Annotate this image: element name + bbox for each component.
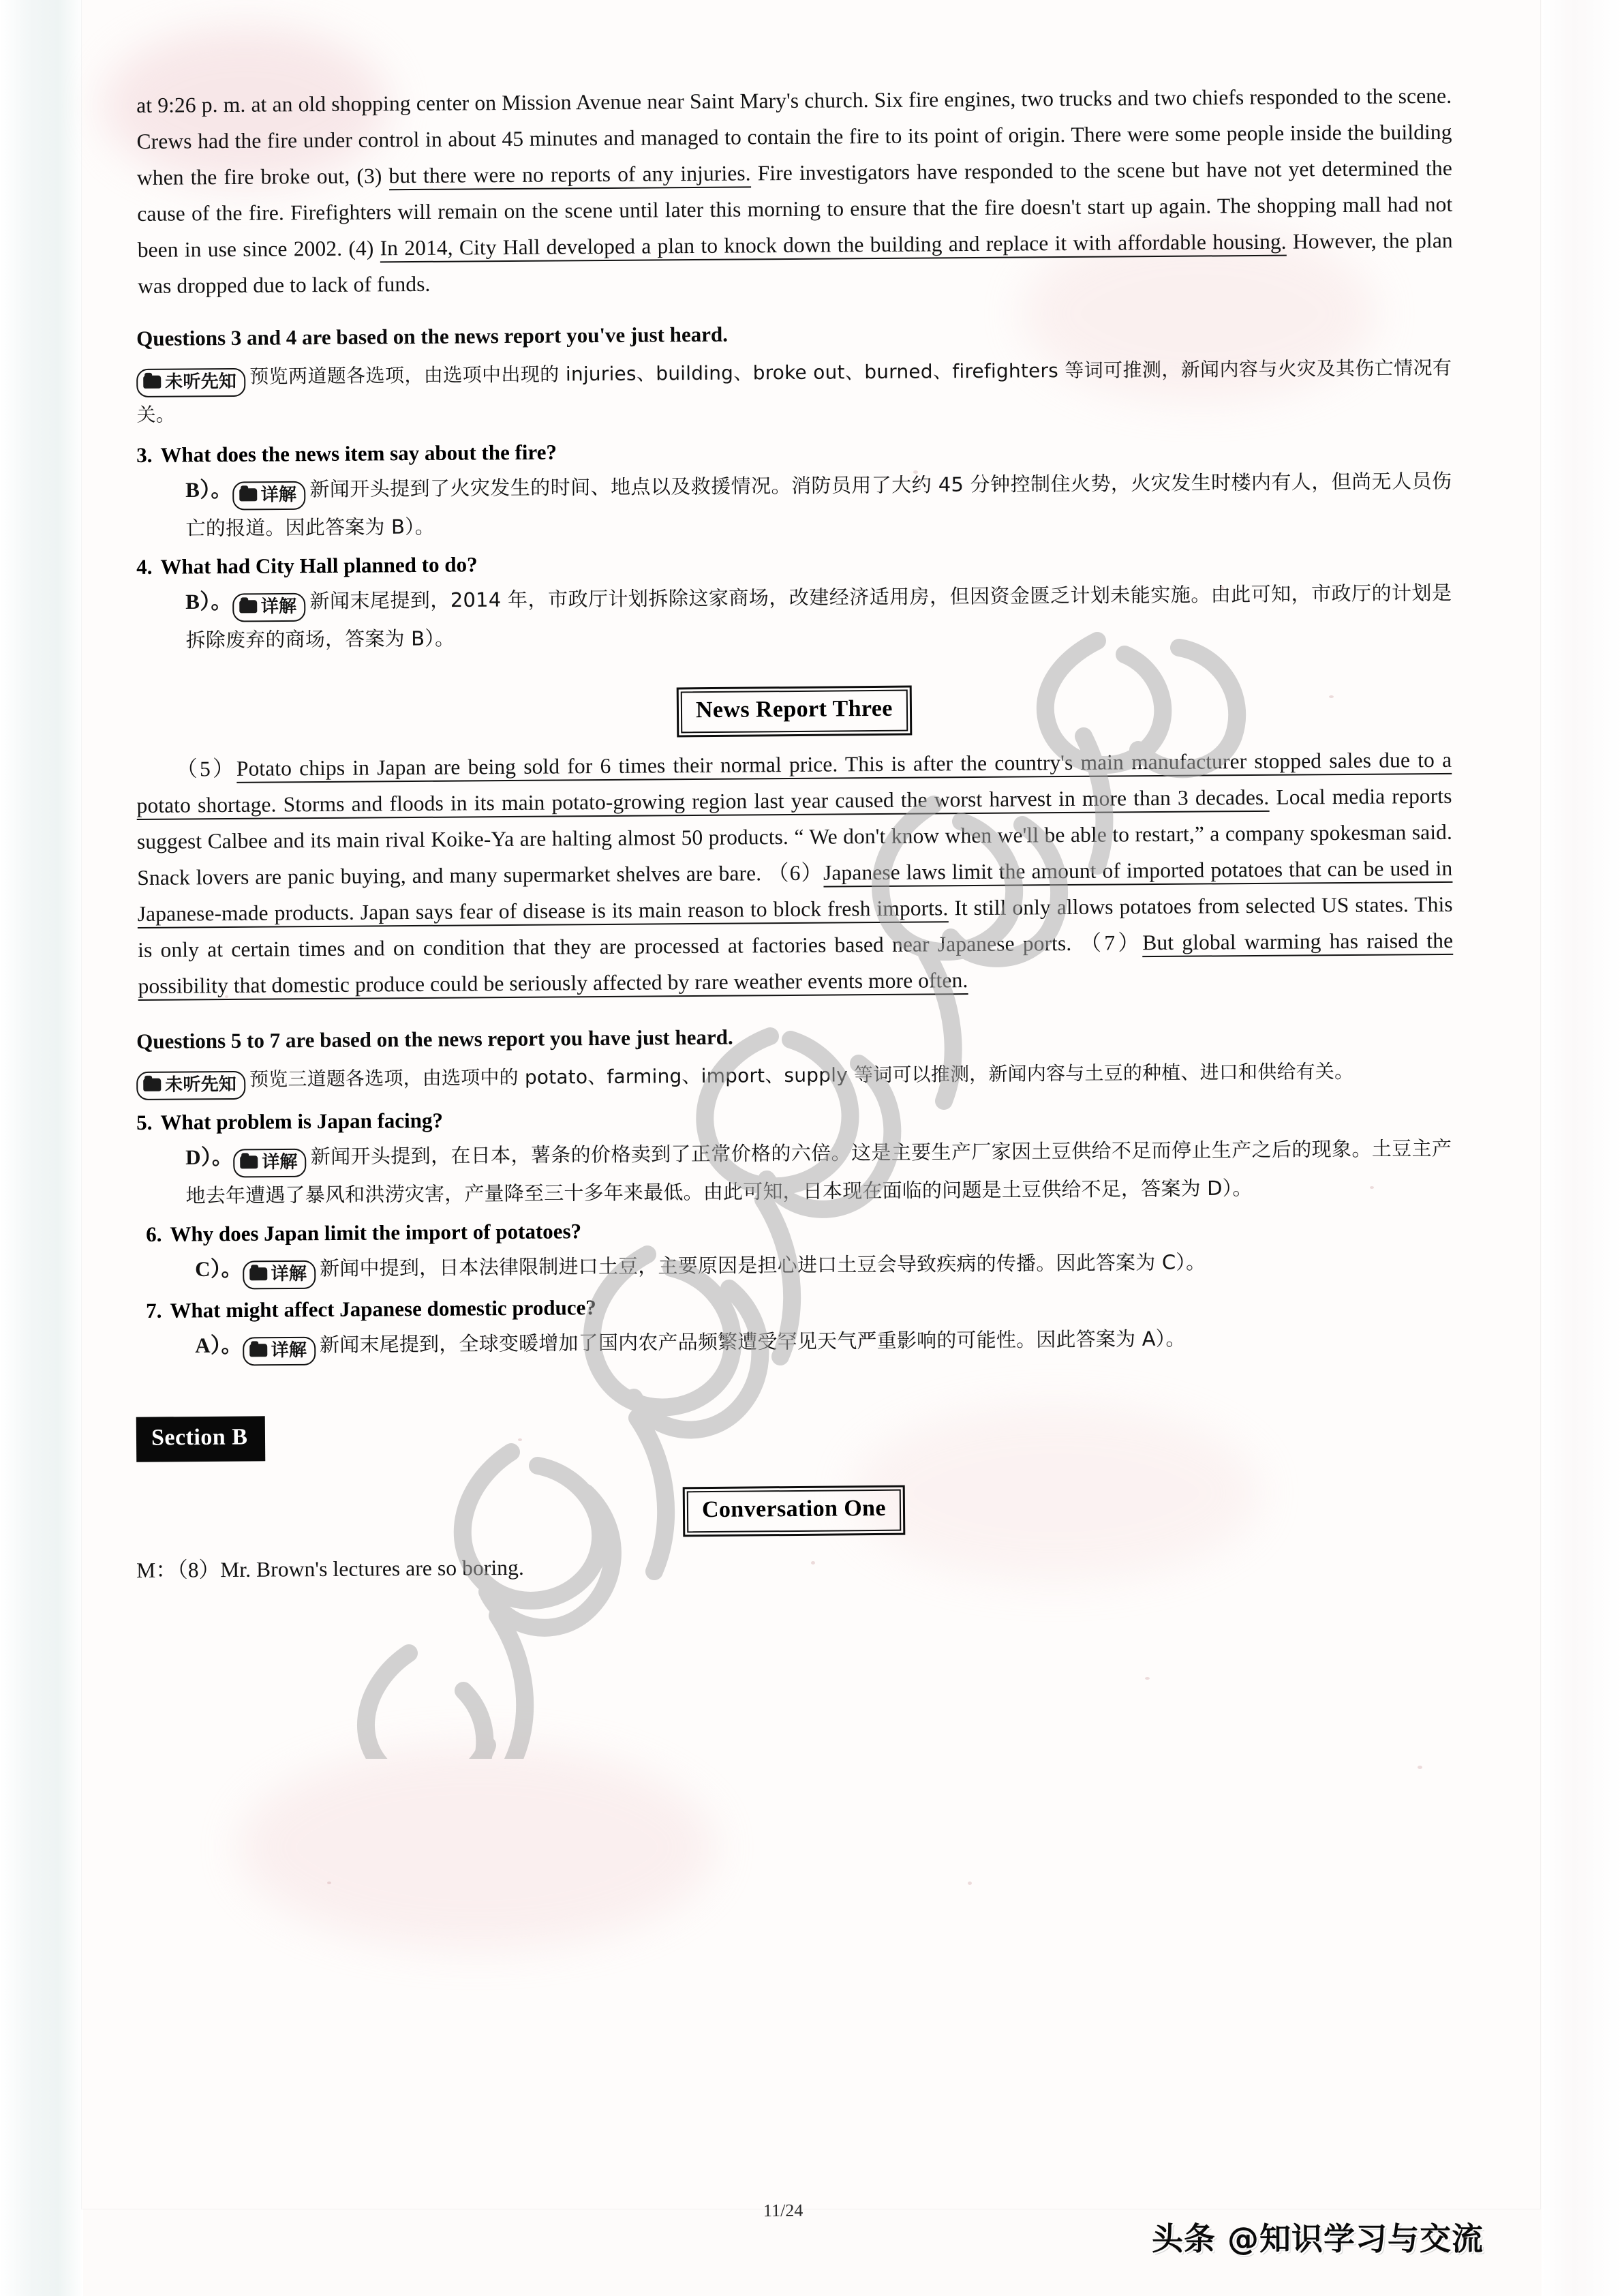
question-5-number: 5.: [136, 1110, 153, 1134]
question-5-answer-block: [185, 1130, 1452, 1213]
question-7-number: 7.: [146, 1298, 162, 1323]
news-report-three-title: News Report Three: [680, 690, 907, 734]
transcript-part-2: Fire investigators have responded to the scene but have not yet determined the cause of the fire. Firefighters will remain on the scene until later this morning to ensure that the fire doesn't start up again. The shopping mall had not been in use since 2002. (4): [137, 155, 1453, 262]
question-3-answer: [185, 463, 1452, 546]
transcript-mid-2: It still only allows potatoes from selected US states. This is only at certain times and on condition that they are processed at factories based near Japanese ports. （7）: [138, 892, 1453, 962]
page-gutter-shadow: [0, 0, 83, 2296]
questions-3-4-heading: Questions 3 and 4 are based on the news report you've just heard.: [136, 322, 729, 350]
underlined-answer-4: In 2014, City Hall developed a plan to knock down the building and replace it with affordable housing.: [380, 230, 1287, 263]
scan-speckle: [327, 1882, 331, 1884]
explanation-badge: 详解: [243, 1260, 316, 1290]
folder-icon: [249, 1344, 267, 1357]
scan-speckle: [968, 1882, 972, 1885]
scan-speckle: [913, 470, 918, 474]
transcript-lead: （5）: [176, 756, 237, 781]
footer-watermark: 头条 @知识学习与交流: [1152, 2220, 1484, 2257]
question-3-key: B）。: [185, 477, 232, 502]
explanation-badge: 详解: [232, 593, 306, 622]
conversation-one-box: [683, 1485, 906, 1537]
folder-icon: [143, 376, 161, 389]
page-right-edge: [1542, 0, 1622, 2296]
question-4-answer: [185, 575, 1452, 658]
scan-speckle: [1220, 586, 1224, 590]
prelisten-badge: 未听先知: [136, 368, 245, 397]
prelisten-badge: 未听先知: [136, 1071, 245, 1100]
prelisten-hint-3-4: [136, 350, 1452, 433]
scan-speckle: [811, 1561, 815, 1565]
folder-icon: [239, 488, 257, 501]
section-b-wrap: [136, 1417, 1452, 1462]
scan-speckle: [1418, 1766, 1422, 1769]
prelisten-text: 预览三道题各选项，由选项中的 potato、farming、import、supply 等词可以推测，新闻内容与土豆的种植、进口和供给有关。: [249, 1059, 1354, 1091]
folder-icon: [240, 1155, 258, 1168]
question-5-key: D）。: [185, 1145, 234, 1169]
folder-icon: [143, 1078, 161, 1091]
question-5-stem: What problem is Japan facing?: [160, 1108, 444, 1134]
question-3-answer-block: [185, 463, 1452, 546]
conversation-one-first-line: M：（8）Mr. Brown's lectures are so boring.: [136, 1555, 525, 1582]
prelisten-text: 预览两道题各选项，由选项中出现的 injuries、building、broke out、burned、firefighters 等词可推测，新闻内容与火灾及其伤亡情况有关。: [136, 356, 1452, 426]
question-3-stem: What does the news item say about the fire?: [160, 440, 557, 467]
page-number: 11/24: [763, 2200, 804, 2221]
page-content: [136, 83, 1454, 1588]
question-6-number: 6.: [146, 1222, 162, 1246]
question-6-key: C）。: [195, 1256, 243, 1281]
question-6-stem: Why does Japan limit the import of potatoes?: [170, 1219, 582, 1246]
question-6-explanation: 新闻中提到，日本法律限制进口土豆，主要原因是担心进口土豆会导致疾病的传播。因此答案为 C）。: [319, 1250, 1206, 1280]
conversation-one-title: Conversation One: [687, 1490, 901, 1533]
scan-speckle: [1329, 695, 1334, 698]
scan-speckle: [1063, 481, 1067, 483]
news-report-three-transcript: [136, 742, 1454, 1004]
underlined-answer-7: But global warming has raised the possibility that domestic produce could be seriously affected by rare weather events more often.: [138, 928, 1453, 1001]
question-3-number: 3.: [136, 442, 153, 467]
scan-speckle: [225, 995, 228, 998]
conversation-one-header-wrap: [136, 1486, 1452, 1536]
explanation-badge: 详解: [233, 1149, 307, 1178]
question-4-stem: What had City Hall planned to do?: [160, 552, 478, 579]
scan-speckle: [518, 1438, 522, 1441]
scan-speckle: [1145, 1677, 1150, 1680]
question-4-explanation: 新闻末尾提到，2014 年，市政厅计划拆除这家商场，改建经济适用房，但因资金匮乏计划未能实施。由此可知，市政厅的计划是拆除废弃的商场，答案为 B）。: [185, 581, 1452, 652]
question-4-number: 4.: [136, 554, 153, 579]
question-7-key: A）。: [195, 1333, 243, 1357]
prelisten-hint-5-7: [136, 1053, 1452, 1100]
section-b-tab: Section B: [136, 1416, 266, 1462]
transcript-part-3: However, the plan was dropped due to lack of funds.: [138, 228, 1453, 298]
question-4-answer-block: [185, 575, 1452, 658]
transcript-mid-1: Local media reports suggest Calbee and its main rival Koike-Ya are halting almost 50 products. “ We don't know when we'll be able to restart,” a company spokesman said. Snack lovers are panic buying, and many supermarket shelves are bare. （6）: [136, 783, 1453, 890]
question-5-answer: [185, 1130, 1452, 1213]
underlined-answer-5: Potato chips in Japan are being sold for 6 times their normal price. This is after the country's main manufacturer stopped sales due to a potato shortage. Storms and floods in its main potato-growing region last year caused the worst harvest in more than 3 decades.: [136, 748, 1452, 820]
news-report-three-header-wrap: [136, 686, 1452, 736]
question-7-stem: What might affect Japanese domestic produce?: [170, 1295, 596, 1323]
explanation-badge: 详解: [232, 481, 306, 511]
folder-icon: [239, 600, 257, 613]
explanation-badge: 详解: [243, 1337, 316, 1366]
underlined-answer-6: Japanese laws limit the amount of imported potatoes that can be used in Japanese-made products. Japan says fear of disease is its main reason to block fresh imports.: [138, 856, 1453, 928]
news-report-three-box: [676, 685, 911, 737]
underlined-answer-3: but there were no reports of any injuries.: [388, 161, 750, 190]
question-3-explanation: 新闻开头提到了火灾发生的时间、地点以及救援情况。消防员用了大约 45 分钟控制住火势，火灾发生时楼内有人，但尚无人员伤亡的报道。因此答案为 B）。: [185, 469, 1452, 540]
question-5-explanation: 新闻开头提到，在日本，薯条的价格卖到了正常价格的六倍。这是主要生产厂家因土豆供给不足而停止生产之后的现象。土豆主产地去年遭遇了暴风和洪涝灾害，产量降至三十多年来最低。由此可知，日本现在面临的问题是土豆供给不足，答案为 D）。: [185, 1136, 1452, 1207]
transcript-part-1: at 9:26 p. m. at an old shopping center on Mission Avenue near Saint Mary's church. Six fire engines, two trucks and two chiefs responded to the scene. Crews had the fire under control in about 45 minutes and managed to contain the fire to its point of origin. There were some people inside the building when the fire broke out, (3): [136, 83, 1452, 190]
folder-icon: [249, 1267, 267, 1280]
question-4-key: B）。: [185, 589, 232, 614]
question-7-explanation: 新闻末尾提到，全球变暖增加了国内农产品频繁遭受罕见天气严重影响的可能性。因此答案为 A）。: [319, 1327, 1186, 1357]
scan-speckle: [1370, 1186, 1374, 1189]
questions-5-7-heading: Questions 5 to 7 are based on the news report you have just heard.: [136, 1025, 733, 1053]
news-report-two-transcript: [136, 78, 1453, 304]
